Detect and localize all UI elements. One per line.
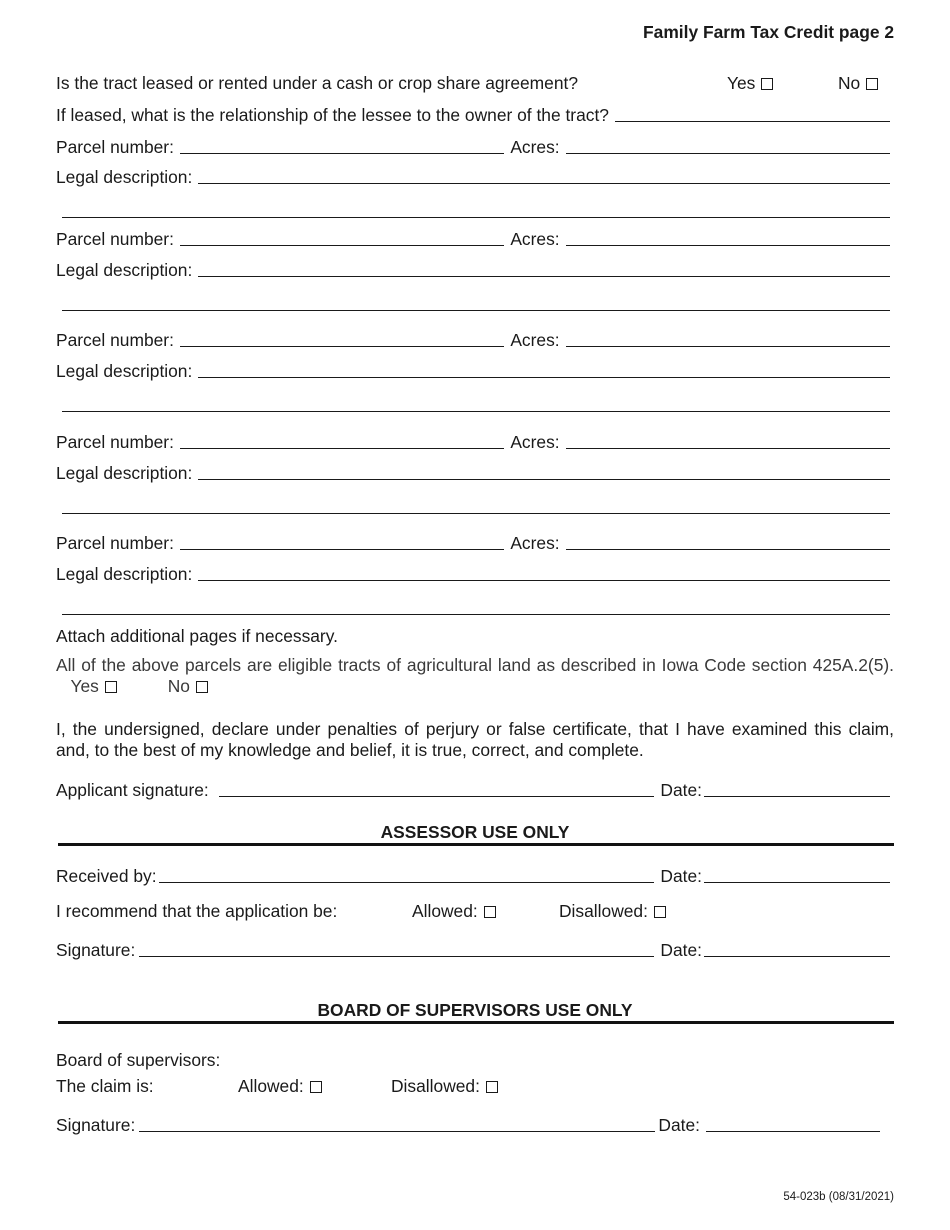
board-disallowed-label: Disallowed: — [391, 1076, 480, 1096]
legal-description-label: Legal description: — [56, 463, 193, 483]
lease-no-option[interactable] — [838, 73, 878, 93]
legal-description-continuation — [62, 292, 890, 314]
assessor-heading: ASSESSOR USE ONLY — [380, 822, 570, 842]
assessor-disallowed-checkbox[interactable] — [654, 906, 666, 918]
eligibility-no-label: No — [167, 676, 190, 696]
legal-description-field[interactable] — [198, 564, 890, 581]
legal-description-field[interactable] — [198, 463, 890, 480]
board-signature-row — [56, 1113, 880, 1135]
parcel-number-label: Parcel number: — [56, 137, 174, 157]
board-date-field[interactable] — [706, 1115, 880, 1132]
received-by-row — [56, 864, 890, 886]
lease-yes-option[interactable] — [727, 73, 773, 93]
eligibility-no-option[interactable] — [168, 676, 208, 696]
assessor-signature-row — [56, 938, 890, 960]
applicant-signature-field[interactable] — [219, 780, 655, 797]
parcel-number-field[interactable] — [180, 137, 504, 154]
legal-description-continuation — [62, 495, 890, 517]
legal-description-label: Legal description: — [56, 167, 193, 187]
legal-description-continuation — [62, 596, 890, 618]
board-allowed-checkbox[interactable] — [310, 1081, 322, 1093]
attach-note: Attach additional pages if necessary. — [56, 626, 338, 646]
legal-description-row — [56, 258, 890, 280]
received-date-label: Date: — [660, 866, 702, 886]
parcel-row — [56, 328, 890, 350]
claim-label: The claim is: — [56, 1076, 154, 1096]
assessor-allowed-option[interactable] — [412, 901, 496, 921]
acres-label: Acres: — [510, 432, 560, 452]
legal-description-row — [56, 562, 890, 584]
board-heading: BOARD OF SUPERVISORS USE ONLY — [317, 1000, 633, 1020]
legal-description-field[interactable] — [198, 361, 890, 378]
assessor-date-label: Date: — [660, 940, 702, 960]
parcel-number-field[interactable] — [180, 533, 504, 550]
acres-label: Acres: — [510, 330, 560, 350]
assessor-allowed-label: Allowed: — [412, 901, 478, 921]
lease-yes-checkbox[interactable] — [761, 78, 773, 90]
acres-field[interactable] — [566, 533, 890, 550]
assessor-divider — [58, 843, 894, 846]
parcel-row — [56, 227, 890, 249]
assessor-disallowed-option[interactable] — [559, 901, 666, 921]
acres-field[interactable] — [566, 330, 890, 347]
declaration: I, the undersigned, declare under penalties of perjury or false certificate, that I have examined this claim, and, to the best of my knowledge and belief, it is true, correct, and complete. — [56, 719, 894, 760]
assessor-disallowed-label: Disallowed: — [559, 901, 648, 921]
board-signature-label: Signature: — [56, 1115, 136, 1135]
page-title: Family Farm Tax Credit page 2 — [643, 22, 894, 42]
board-disallowed-checkbox[interactable] — [486, 1081, 498, 1093]
legal-description-label: Legal description: — [56, 564, 193, 584]
legal-description-continuation — [62, 393, 890, 415]
parcel-number-label: Parcel number: — [56, 229, 174, 249]
acres-label: Acres: — [510, 533, 560, 553]
applicant-date-field[interactable] — [704, 780, 890, 797]
eligibility-yes-checkbox[interactable] — [105, 681, 117, 693]
lease-yes-label: Yes — [727, 73, 756, 93]
board-allowed-label: Allowed: — [238, 1076, 304, 1096]
legal-description-field[interactable] — [198, 167, 890, 184]
board-date-label: Date: — [658, 1115, 700, 1135]
parcel-number-label: Parcel number: — [56, 330, 174, 350]
legal-description-label: Legal description: — [56, 260, 193, 280]
legal-description-continuation — [62, 199, 890, 221]
received-by-field[interactable] — [159, 866, 655, 883]
eligibility-yes-label: Yes — [70, 676, 99, 696]
assessor-signature-field[interactable] — [139, 940, 654, 957]
parcel-number-field[interactable] — [180, 330, 504, 347]
parcel-row — [56, 430, 890, 452]
applicant-date-label: Date: — [660, 780, 702, 800]
eligibility-no-checkbox[interactable] — [196, 681, 208, 693]
legal-description-row — [56, 359, 890, 381]
lease-no-checkbox[interactable] — [866, 78, 878, 90]
recommend-label: I recommend that the application be: — [56, 901, 338, 921]
received-by-label: Received by: — [56, 866, 157, 886]
assessor-allowed-checkbox[interactable] — [484, 906, 496, 918]
board-disallowed-option[interactable] — [391, 1076, 498, 1096]
legal-description-field-2[interactable] — [62, 497, 890, 514]
board-label: Board of supervisors: — [56, 1050, 221, 1070]
legal-description-field[interactable] — [198, 260, 890, 277]
acres-field[interactable] — [566, 229, 890, 246]
lease-question: Is the tract leased or rented under a cash or crop share agreement? — [56, 73, 579, 93]
acres-field[interactable] — [566, 432, 890, 449]
board-signature-field[interactable] — [139, 1115, 655, 1132]
applicant-signature-label: Applicant signature: — [56, 780, 209, 800]
parcel-number-field[interactable] — [180, 229, 504, 246]
parcel-number-field[interactable] — [180, 432, 504, 449]
acres-field[interactable] — [566, 137, 890, 154]
eligibility-text: All of the above parcels are eligible tracts of agricultural land as described in Iowa Code section 425A.2(5). — [56, 655, 894, 675]
parcel-row — [56, 135, 890, 157]
parcel-number-label: Parcel number: — [56, 432, 174, 452]
lease-no-label: No — [838, 73, 861, 93]
legal-description-label: Legal description: — [56, 361, 193, 381]
legal-description-row — [56, 461, 890, 483]
relationship-field[interactable] — [615, 105, 890, 122]
parcel-row — [56, 531, 890, 553]
eligibility-statement — [56, 655, 894, 697]
legal-description-row — [56, 165, 890, 187]
relationship-label: If leased, what is the relationship of the lessee to the owner of the tract? — [56, 105, 609, 125]
parcel-number-label: Parcel number: — [56, 533, 174, 553]
relationship-row — [56, 103, 890, 125]
legal-description-field-2[interactable] — [62, 598, 890, 615]
acres-label: Acres: — [510, 137, 560, 157]
legal-description-field-2[interactable] — [62, 395, 890, 412]
assessor-signature-label: Signature: — [56, 940, 136, 960]
eligibility-yes-option[interactable] — [71, 676, 117, 696]
legal-description-field-2[interactable] — [62, 294, 890, 311]
received-date-field[interactable] — [704, 866, 890, 883]
legal-description-field-2[interactable] — [62, 201, 890, 218]
acres-label: Acres: — [510, 229, 560, 249]
applicant-signature-row — [56, 778, 890, 800]
form-number: 54-023b (08/31/2021) — [783, 1191, 894, 1203]
assessor-date-field[interactable] — [704, 940, 890, 957]
board-allowed-option[interactable] — [238, 1076, 322, 1096]
board-divider — [58, 1021, 894, 1024]
